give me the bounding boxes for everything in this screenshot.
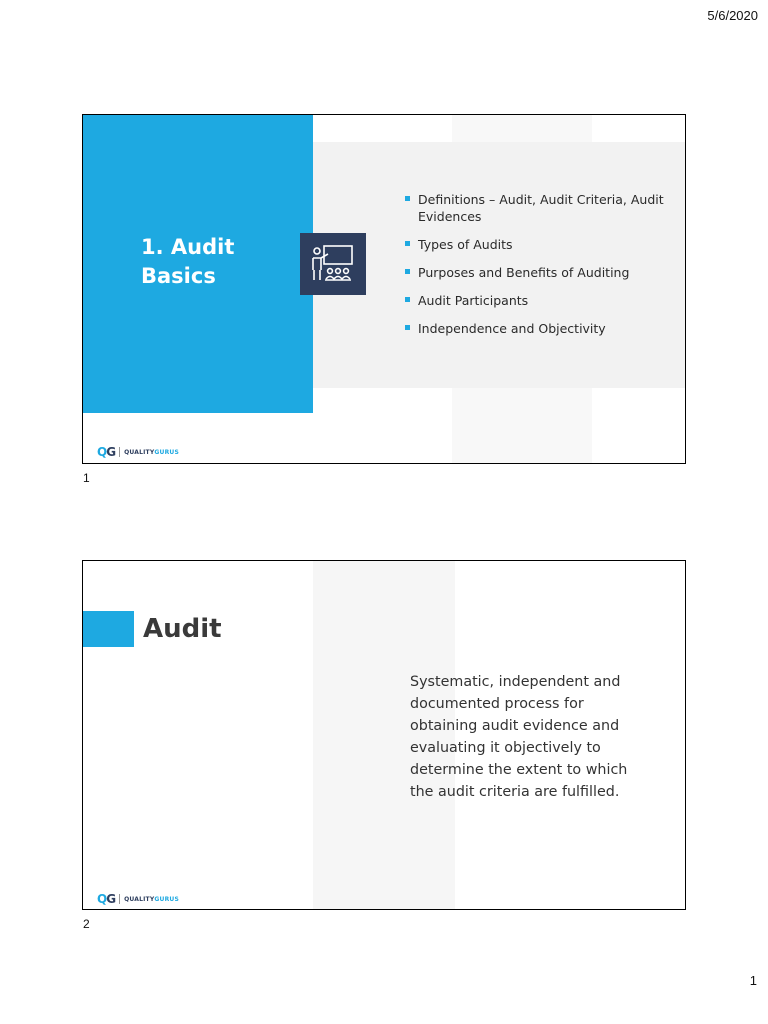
list-item-label: Types of Audits: [418, 237, 513, 252]
slide-number: 2: [83, 917, 90, 931]
quality-gurus-logo: [97, 892, 179, 906]
list-item: [405, 264, 665, 281]
slide-1: [82, 114, 686, 464]
logo-divider: [119, 894, 120, 904]
quality-gurus-logo: [97, 445, 179, 459]
page-number: 1: [749, 973, 757, 988]
list-item: [405, 320, 665, 337]
list-item: [405, 236, 665, 253]
logo-mark: QG: [97, 445, 116, 459]
slide-number: 1: [83, 471, 90, 485]
logo-divider: [119, 447, 120, 457]
bullet-marker: [405, 269, 410, 274]
list-item-label: Audit Participants: [418, 293, 529, 308]
logo-text: QUALITYGURUS: [124, 448, 180, 456]
slide-2: [82, 560, 686, 910]
topic-list: [405, 191, 665, 348]
list-item-label: Purposes and Benefits of Auditing: [418, 265, 630, 280]
list-item: [405, 191, 665, 225]
bullet-marker: [405, 241, 410, 246]
slide-title: Audit: [143, 614, 222, 644]
print-date: 5/6/2020: [707, 8, 758, 23]
title-accent-bar: [83, 611, 134, 647]
bullet-marker: [405, 196, 410, 201]
bullet-marker: [405, 325, 410, 330]
list-item-label: Independence and Objectivity: [418, 321, 606, 336]
presentation-classroom-icon: [300, 233, 366, 295]
slide-title: 1. Audit Basics: [141, 235, 235, 288]
definition-text: Systematic, independent and documented process for obtaining audit evidence and evaluating it objectively to determine the extent to which the audit criteria are fulfilled.: [410, 674, 628, 800]
logo-mark: QG: [97, 892, 116, 906]
list-item-label: Definitions – Audit, Audit Criteria, Audit Evidences: [418, 192, 664, 224]
bullet-marker: [405, 297, 410, 302]
list-item: [405, 292, 665, 309]
logo-text: QUALITYGURUS: [124, 895, 180, 903]
